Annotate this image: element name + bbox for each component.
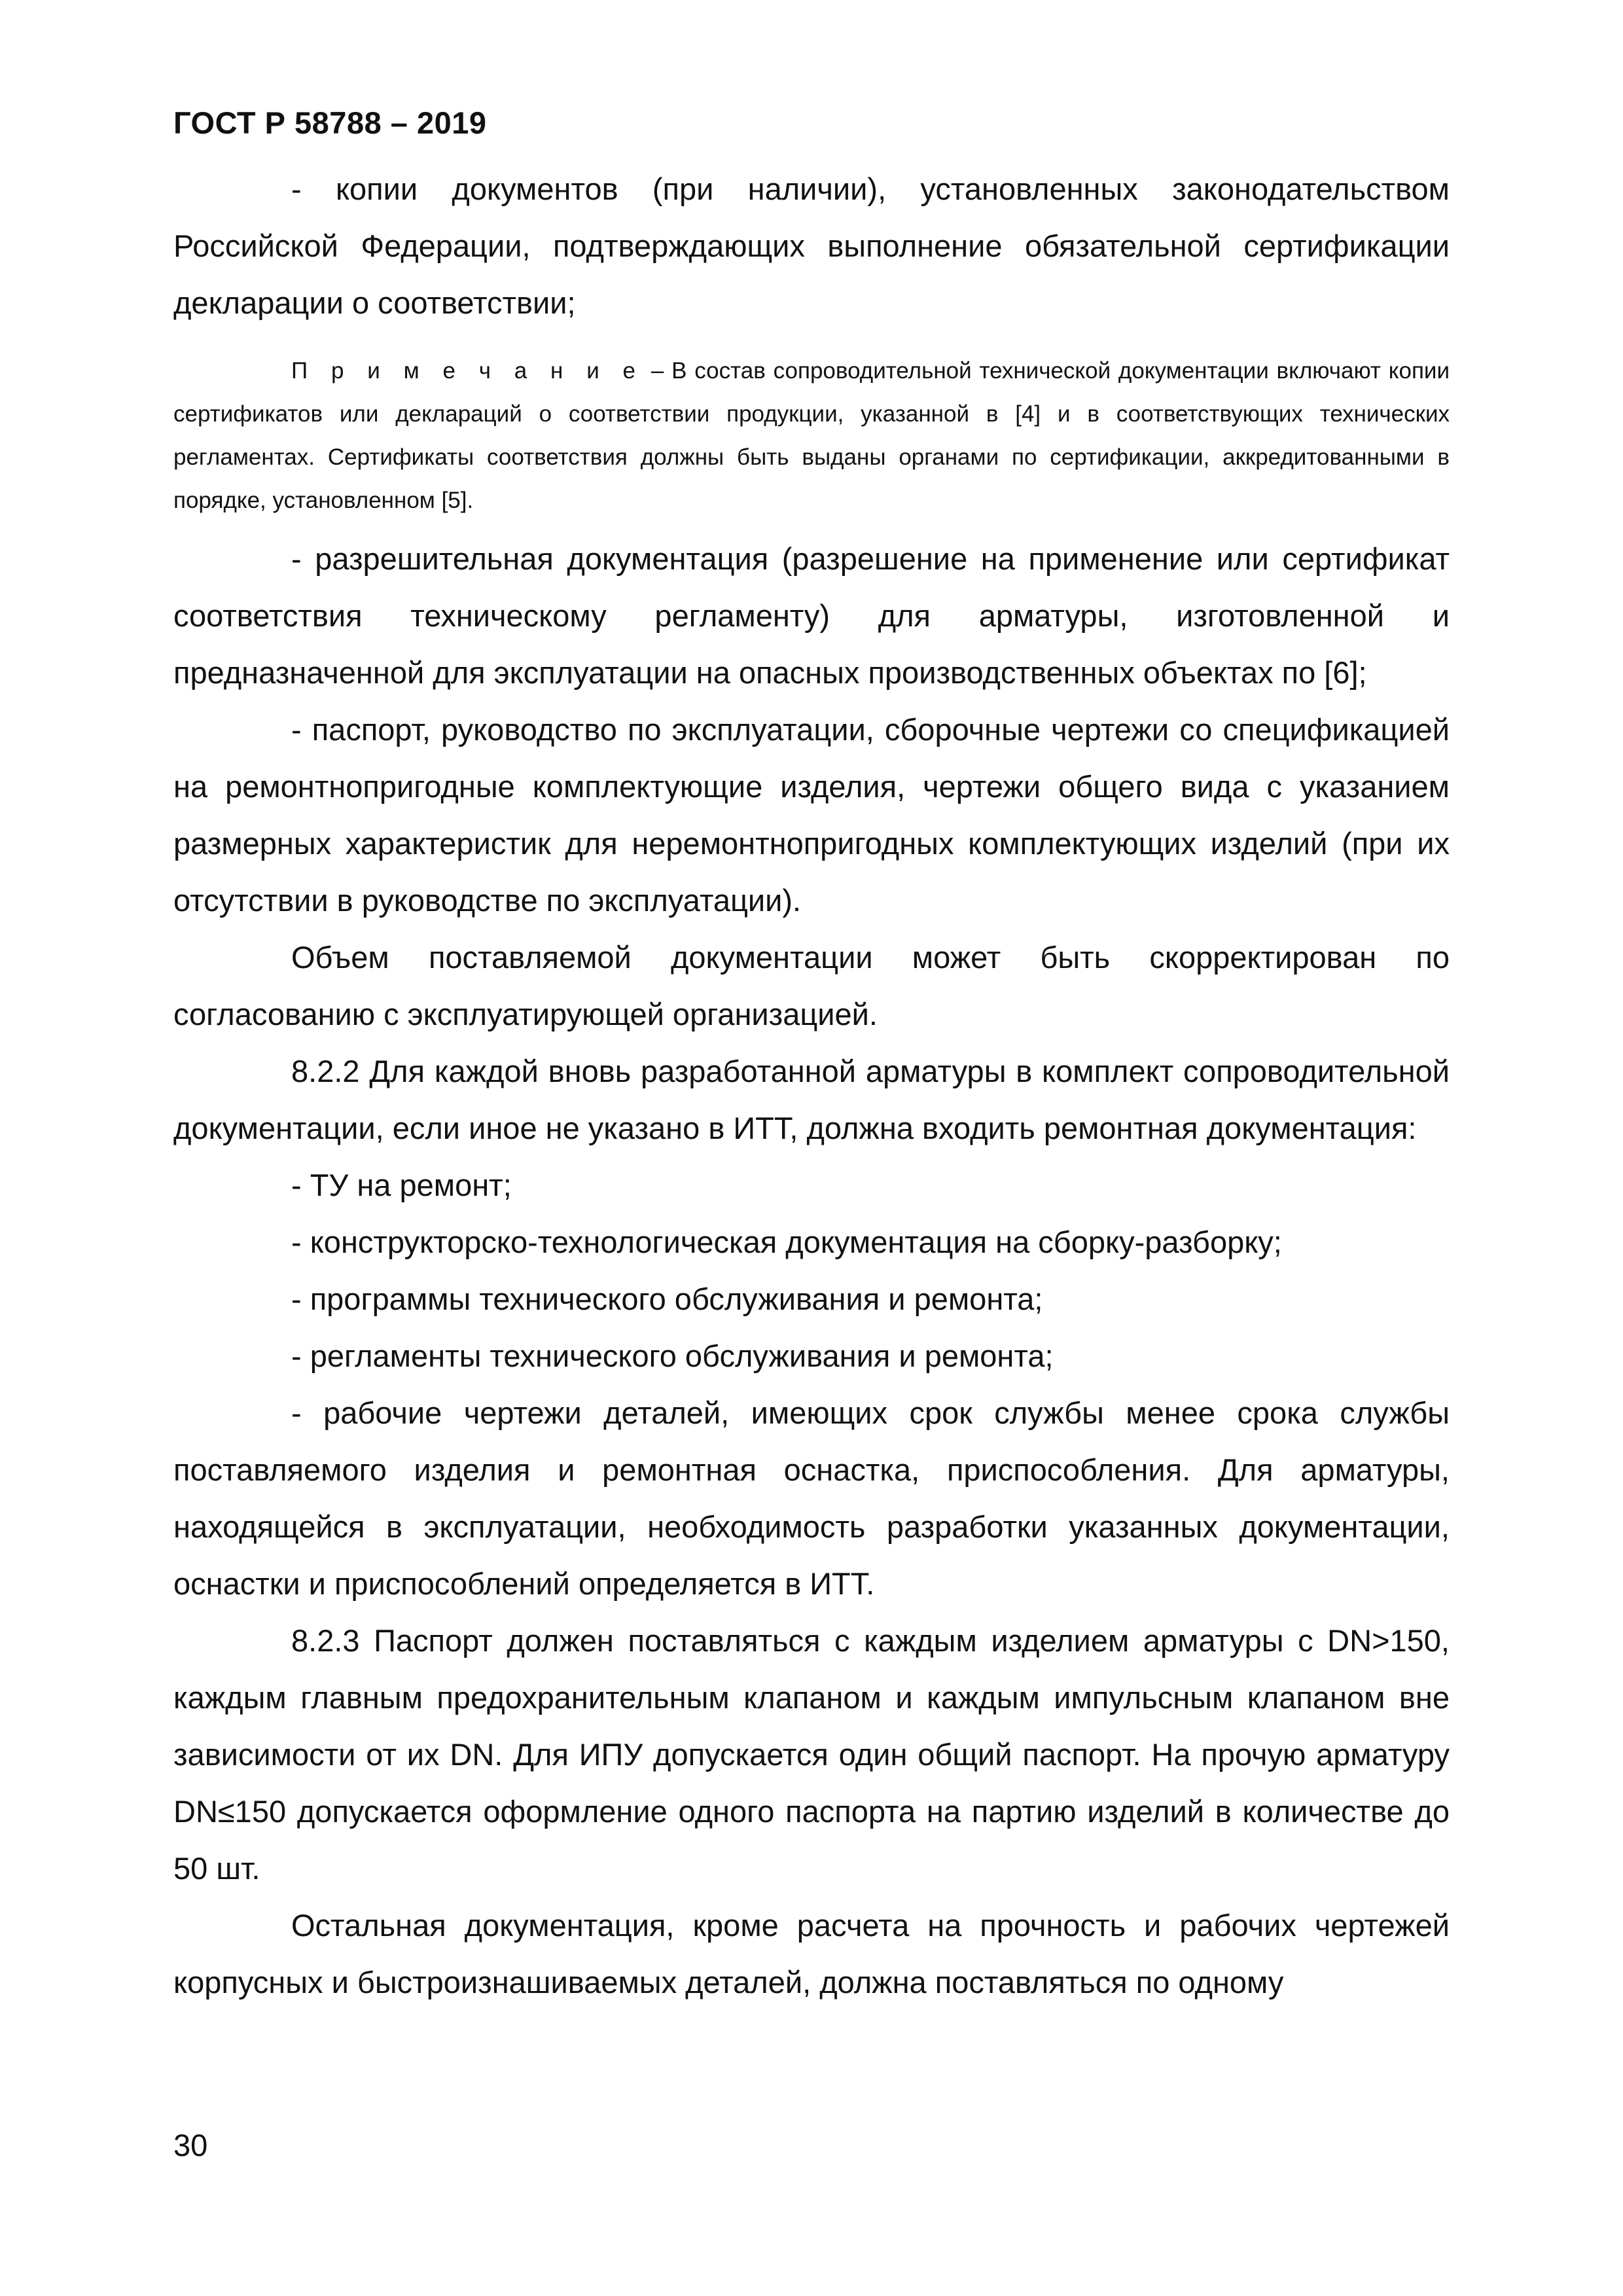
list-item-working-drawings: - рабочие чертежи деталей, имеющих срок службы менее срока службы поставляемого изделия и ремонтная оснастка, приспособления. Для арматуры, находящейся в эксплуатации, необходимость разработки указанных документации, оснастки и приспособлений определяется в ИТТ.	[173, 1395, 1450, 1601]
list-item-tu-repair: - ТУ на ремонт;	[291, 1168, 512, 1202]
note-text: – В состав сопроводительной технической документации включают копии сертификатов или деклараций о соответствии продукции, указанной в [4] и в соответствующих технических регламентах. Сертификаты соответствия должны быть выданы органами по сертификации, аккредитованными в порядке, установленном [5].	[173, 358, 1450, 513]
page-number: 30	[173, 2128, 208, 2162]
list-item-design-docs: - конструкторско-технологическая документация на сборку-разборку;	[291, 1225, 1282, 1259]
paragraph-other-documentation: Остальная документация, кроме расчета на прочность и рабочих чертежей корпусных и быстроизнашиваемых деталей, должна поставляться по одному	[173, 1908, 1450, 2000]
paragraph-passport-manual: - паспорт, руководство по эксплуатации, сборочные чертежи со спецификацией на ремонтнопригодные комплектующие изделия, чертежи общего вида с указанием размерных характеристик для неремонтнопригодных комплектующих изделий (при их отсутствии в руководстве по эксплуатации).	[173, 712, 1450, 918]
list-item-maintenance-regulations: - регламенты технического обслуживания и ремонта;	[291, 1338, 1054, 1373]
list-item-maintenance-programs: - программы технического обслуживания и ремонта;	[291, 1282, 1043, 1316]
paragraph-copies-of-documents: - копии документов (при наличии), установленных законодательством Российской Федерации, подтверждающих выполнение обязательной сертификации декларации о соответствии;	[173, 171, 1450, 320]
document-body	[173, 160, 1450, 2011]
document-code-header: ГОСТ Р 58788 – 2019	[173, 105, 487, 140]
paragraph-permits: - разрешительная документация (разрешение на применение или сертификат соответствия техническому регламенту) для арматуры, изготовленной и предназначенной для эксплуатации на опасных производственных объектах по [6];	[173, 541, 1450, 690]
paragraph-8-2-3: 8.2.3 Паспорт должен поставляться с каждым изделием арматуры с DN>150, каждым главным предохранительным клапаном и каждым импульсным клапаном вне зависимости от их DN. Для ИПУ допускается один общий паспорт. На прочую арматуру DN≤150 допускается оформление одного паспорта на партию изделий в количестве до 50 шт.	[173, 1623, 1450, 1886]
paragraph-documentation-volume: Объем поставляемой документации может быть скорректирован по согласованию с эксплуатирующей организацией.	[173, 940, 1450, 1031]
note-block	[173, 350, 1450, 522]
paragraph-8-2-2: 8.2.2 Для каждой вновь разработанной арматуры в комплект сопроводительной документации, если иное не указано в ИТТ, должна входить ремонтная документация:	[173, 1054, 1450, 1145]
note-label: П р и м е ч а н и е	[291, 358, 644, 384]
